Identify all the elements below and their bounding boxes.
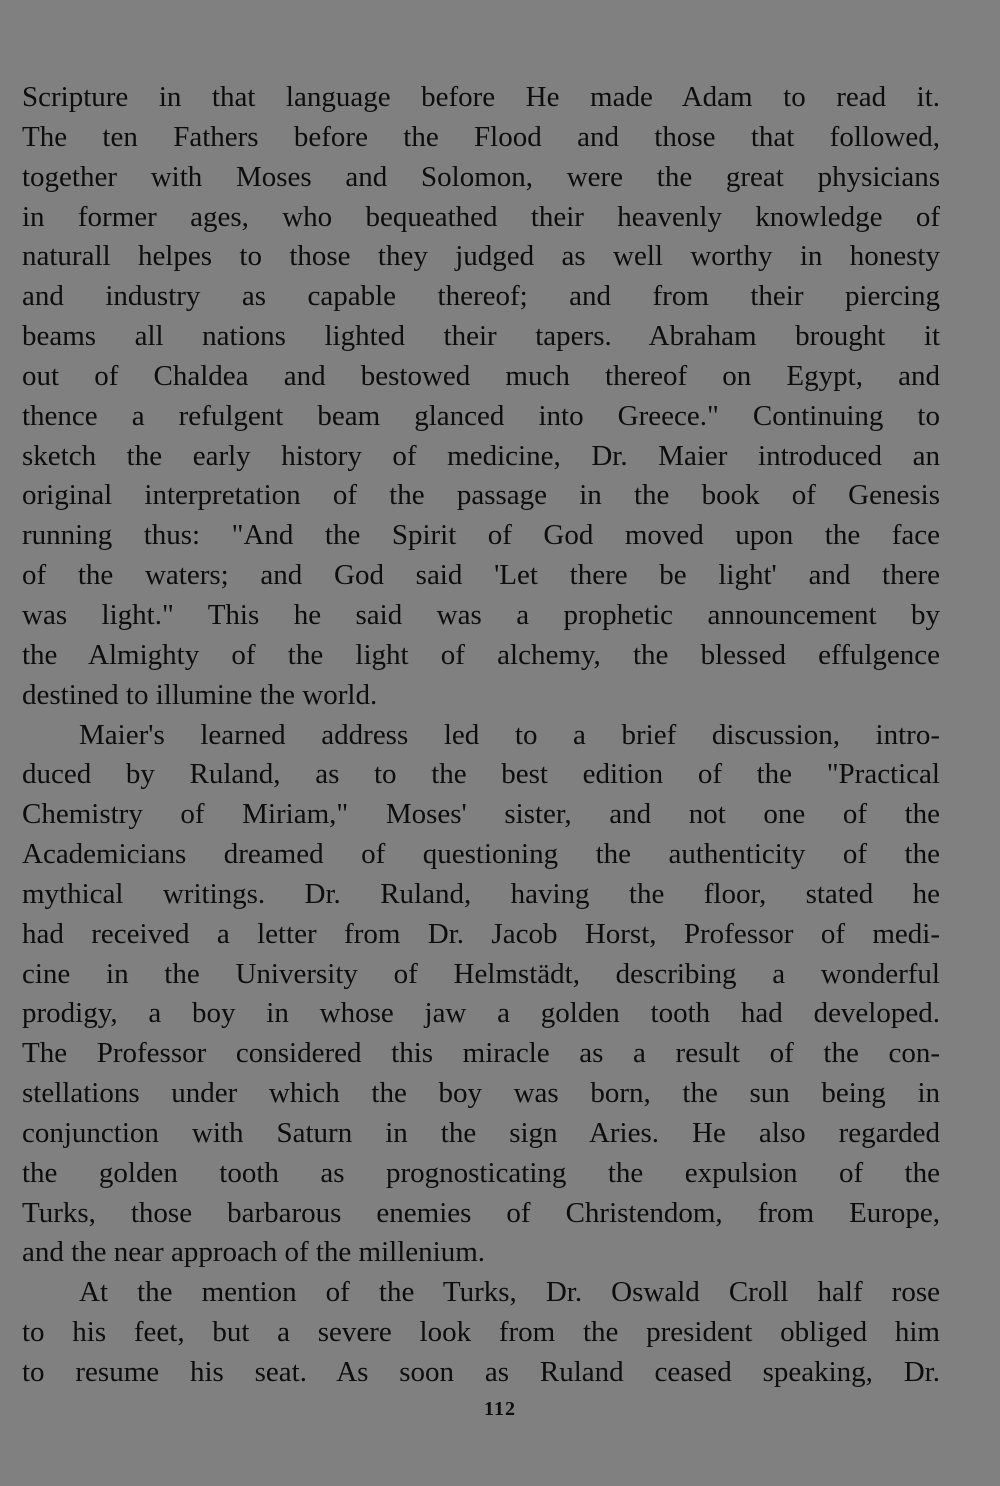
- text-line: of the waters; and God said 'Let there be light' and there: [22, 559, 940, 592]
- text-line: prodigy, a boy in whose jaw a golden tooth had developed.: [22, 997, 940, 1030]
- text-line: together with Moses and Solomon, were the great physicians: [22, 160, 940, 193]
- paragraph-first-line: At the mention of the Turks, Dr. Oswald Croll half rose: [79, 1276, 940, 1309]
- text-line: duced by Ruland, as to the best edition of the "Practical: [22, 758, 940, 791]
- text-line: had received a letter from Dr. Jacob Horst, Professor of medi-: [22, 917, 940, 950]
- text-line: Academicians dreamed of questioning the authenticity of the: [22, 838, 940, 871]
- body-text: [22, 78, 940, 1393]
- text-line: mythical writings. Dr. Ruland, having the floor, stated he: [22, 877, 940, 910]
- text-line: Chemistry of Miriam," Moses' sister, and not one of the: [22, 798, 940, 831]
- page-number: 112: [484, 1398, 516, 1420]
- text-line: naturall helpes to those they judged as well worthy in honesty: [22, 240, 940, 273]
- text-line: cine in the University of Helmstädt, describing a wonderful: [22, 957, 940, 990]
- text-line: to his feet, but a severe look from the president obliged him: [22, 1316, 940, 1349]
- text-line: destined to illumine the world.: [22, 678, 378, 711]
- text-line: beams all nations lighted their tapers. Abraham brought it: [22, 320, 940, 353]
- text-line: the golden tooth as prognosticating the expulsion of the: [22, 1156, 940, 1189]
- text-line: conjunction with Saturn in the sign Aries. He also regarded: [22, 1116, 940, 1149]
- text-line: sketch the early history of medicine, Dr. Maier introduced an: [22, 439, 940, 472]
- paragraph-first-line: Maier's learned address led to a brief discussion, intro-: [79, 718, 940, 751]
- text-line: Scripture in that language before He made Adam to read it.: [22, 81, 940, 113]
- text-line: and industry as capable thereof; and from their piercing: [22, 280, 940, 313]
- text-line: in former ages, who bequeathed their heavenly knowledge of: [22, 200, 940, 233]
- text-line: to resume his seat. As soon as Ruland ceased speaking, Dr.: [22, 1356, 940, 1388]
- text-line: running thus: "And the Spirit of God moved upon the face: [22, 519, 940, 552]
- text-line: out of Chaldea and bestowed much thereof on Egypt, and: [22, 359, 940, 392]
- text-line: Turks, those barbarous enemies of Christendom, from Europe,: [22, 1196, 940, 1229]
- text-line: original interpretation of the passage in the book of Genesis: [22, 479, 940, 512]
- text-line: and the near approach of the millenium.: [22, 1236, 486, 1269]
- text-line: the Almighty of the light of alchemy, the blessed effulgence: [22, 638, 940, 671]
- text-line: stellations under which the boy was born, the sun being in: [22, 1077, 940, 1110]
- text-line: thence a refulgent beam glanced into Greece." Continuing to: [22, 399, 940, 432]
- text-line: The Professor considered this miracle as a result of the con-: [22, 1037, 940, 1070]
- text-line: The ten Fathers before the Flood and those that followed,: [22, 120, 940, 153]
- text-line: was light." This he said was a prophetic announcement by: [22, 598, 940, 631]
